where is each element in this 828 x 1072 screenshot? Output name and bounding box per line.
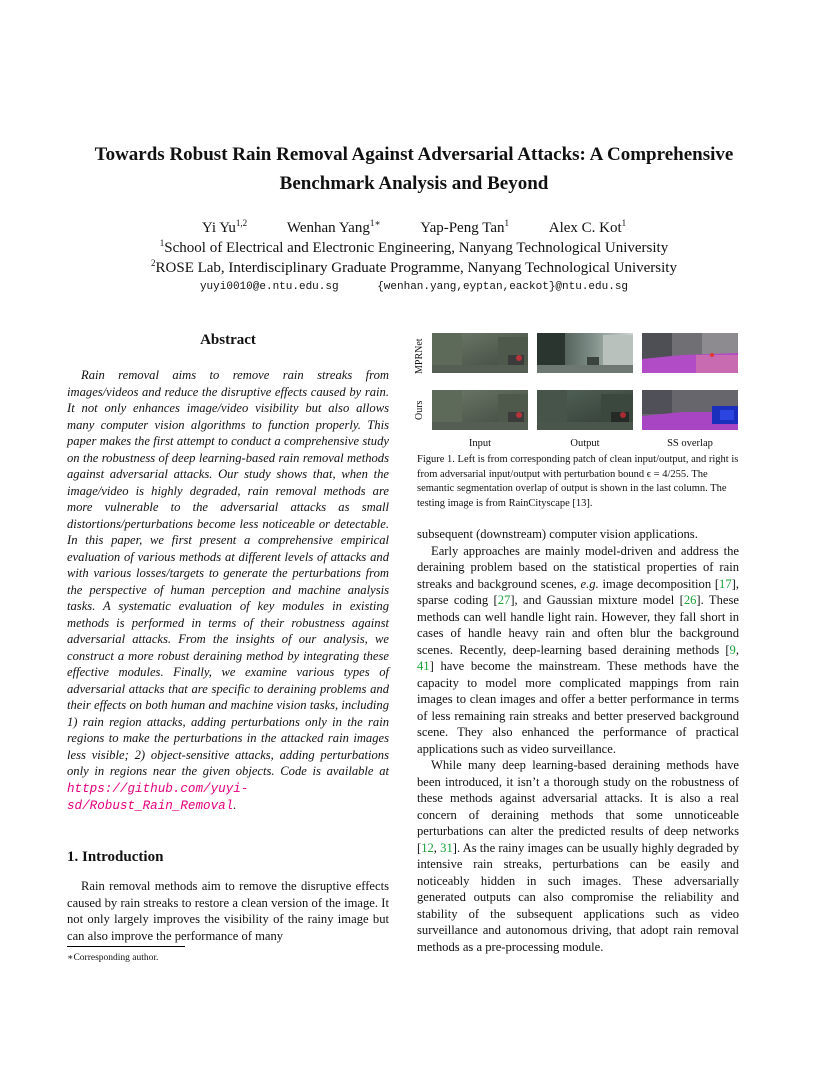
abstract-heading: Abstract — [200, 332, 256, 348]
affiliation-2: $^2$ROSE Lab, Interdisciplinary Graduate Programme, Nanyang Technological University — [151, 258, 677, 276]
intro-paragraph: Rain removal methods aim to remove the disruptive effects caused by rain streaks to restore a clean version of the image. It not only largely improves the visibility of the rainy image but can also improve the performance of many — [67, 879, 389, 943]
citation-17[interactable]: 17 — [719, 576, 732, 591]
figure-image-ss-overlap-mprnet — [642, 333, 738, 373]
code-link[interactable]: https://github.com/yuyi-sd/Robust_Rain_Removal — [67, 781, 249, 813]
footnote-rule — [67, 946, 185, 947]
figure-image-output-ours — [537, 390, 633, 430]
figure-col-label-input: Input — [468, 438, 492, 449]
figure-image-input-ours — [432, 390, 528, 430]
author-3: Yap-Peng Tan$^1$ — [420, 218, 509, 236]
title-line-1: Towards Robust Rain Removal Against Adversarial Attacks: A Comprehensive — [94, 144, 734, 165]
author-emails — [40, 281, 788, 293]
email-2: {wenhan.yang,eyptan,eackot}@ntu.edu.sg — [377, 281, 629, 293]
figure-image-ss-overlap-ours — [642, 390, 738, 430]
figure-row-label-mprnet: MPRNet — [414, 338, 425, 374]
citation-12[interactable]: 12 — [421, 840, 434, 855]
footnote: ∗Corresponding author. — [67, 953, 159, 963]
figure-col-label-output: Output — [570, 438, 600, 449]
figure-row-ours — [432, 390, 738, 430]
figure-caption: Figure 1. Left is from corresponding patch of clean input/output, and right is from adversarial input/output with perturbation bound ϵ = 4/255. The semantic segmentation overlap of output is shown in the last column. The testing image is from RainCityscape [13]. — [417, 454, 739, 509]
title-line-2: Benchmark Analysis and Beyond — [279, 173, 549, 194]
section-heading-introduction: 1. Introduction — [67, 849, 164, 865]
citation-27[interactable]: 27 — [497, 593, 511, 607]
citation-9[interactable]: 9 — [729, 642, 736, 657]
paper-title — [40, 140, 788, 198]
right-column-body — [417, 526, 739, 955]
figure-image-input-mprnet — [432, 333, 528, 373]
figure-row-mprnet — [432, 333, 738, 373]
right-para-3: While many deep learning-based deraining methods have been introduced, it isn’t a thorough study on the robustness of these methods against adversarial attacks. It is also a real concern of deraining methods that some unnoticeable perturbations can alter the predicted results of deep networks [12, 31]. As the rainy images can be usually highly degraded by intensive rain streaks, perturbations can be easily and noticeably hidden in such images. These adversarially generated outputs can also compromise the reliability and stability of the subsequent applications such as video surveillance and autonomous driving, that adopt rain removal methods as a pre-processing module. — [417, 758, 740, 954]
right-para-2: Early approaches are mainly model-driven and address the deraining problem based on the statistical properties of rain streaks and background scenes, e.g. image decomposition [17], sparse coding [27], and Gaussian mixture model [26]. These methods can well handle light rain. However, they fall short in cases of handle heavy rain and often blur the background scenes. Recently, deep-learning based deraining methods [9, 41] have become the mainstream. These methods have the capacity to model more complicated mappings from rain images to clean images and offer a better performance in terms of less remaining rain streaks and better preserved background scene. They also enhanced the performance of practical applications such as video surveillance. — [417, 543, 739, 756]
author-2: Wenhan Yang$^{1∗}$ — [286, 218, 381, 236]
figure-row-label-ours: Ours — [414, 400, 425, 420]
figure-col-label-ss-overlap: SS overlap — [667, 438, 713, 449]
citation-31[interactable]: 31 — [440, 840, 453, 855]
email-1: yuyi0010@e.ntu.edu.sg — [199, 281, 339, 293]
affiliation-1: $^1$School of Electrical and Electronic Engineering, Nanyang Technological University — [159, 238, 669, 256]
figure-image-output-mprnet — [537, 333, 633, 373]
author-list — [40, 218, 788, 237]
right-para-1: subsequent (downstream) computer vision applications. — [417, 527, 698, 541]
author-4: Alex C. Kot$^1$ — [548, 218, 627, 236]
citation-41[interactable]: 41 — [417, 659, 430, 673]
author-1: Yi Yu$^{1,2}$ — [201, 218, 248, 236]
citation-26[interactable]: 26 — [683, 593, 697, 607]
abstract-text: Rain removal aims to remove rain streaks from images/videos and reduce the disruptive effects caused by rain. It not only enhances image/video visibility but also allows many computer vision algorithms to function properly. This paper makes the first attempt to conduct a comprehensive study on the robustness of deep learning-based rain removal methods against adversarial attacks. Our study shows that, when the image/video is highly degraded, rain removal methods are more vulnerable to the adversarial attacks as small distortions/perturbations become less noticeable or detectable. In this paper, we first present a comprehensive empirical evaluation of various methods at different levels of attacks and with various losses/targets to generate the perturbations from the perspective of human perception and machine analysis tasks. A systematic evaluation of key modules in existing methods is performed in terms of their robustness against adversarial attacks. From the insights of our analysis, we construct a more robust deraining method by integrating these effective modules. Finally, we examine various types of adversarial attacks that are specific to deraining problems and their effects on both human and machine vision tasks, including 1) rain region attacks, adding perturbations only in the rain regions to make the perturbations in the attacked rain images less visible; 2) object-sensitive attacks, adding perturbations only in regions near the given objects. Code is available at https://github.com/yuyi-sd/Robust_Rain_Removal. — [67, 368, 389, 813]
